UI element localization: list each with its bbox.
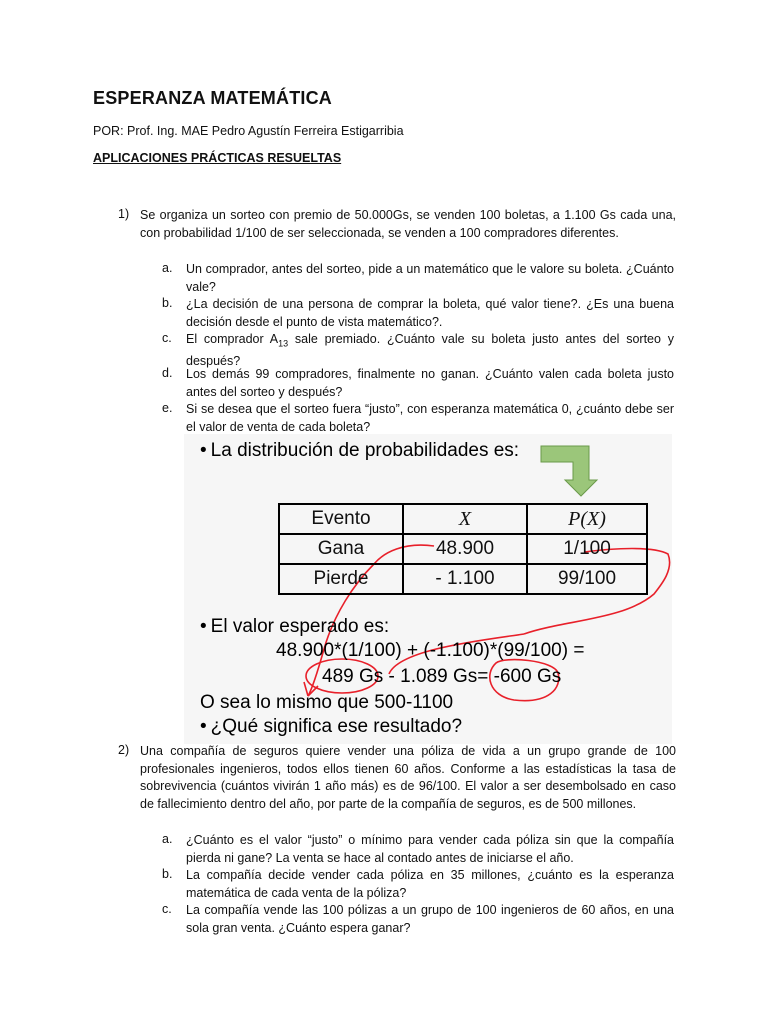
q2-item-c-label: c.	[162, 902, 172, 916]
q1-item-b-label: b.	[162, 296, 173, 310]
table-cell: Gana	[279, 534, 403, 564]
eq-result-600: -600 Gs	[493, 666, 562, 687]
q2-item-c: La compañía vende las 100 pólizas a un grupo de 100 ingenieros de 60 años, en una sola gran venta. ¿Cuánto espera ganar?	[186, 903, 674, 935]
q1-item-e: Si se desea que el sorteo fuera “justo”, con esperanza matemática 0, ¿cuánto debe ser el valor de venta de cada boleta?	[186, 402, 674, 434]
slide-line-3: O sea lo mismo que 500-1100	[200, 692, 454, 713]
q1-item-c	[186, 331, 674, 371]
q1-item-c-sub: 13	[278, 338, 289, 349]
slide-bullet-3: • ¿Qué significa ese resultado?	[200, 716, 463, 737]
slide-bullet-1: • La distribución de probabilidades es:	[200, 440, 520, 461]
bullet-dot-icon: •	[200, 716, 207, 737]
table-header-evento: Evento	[279, 504, 403, 534]
q1-item-d: Los demás 99 compradores, finalmente no ganan. ¿Cuánto valen cada boleta justo antes del sorteo y después?	[186, 367, 674, 399]
table-row	[279, 564, 647, 594]
q2-item-b: La compañía decide vender cada póliza en 35 millones, ¿cuánto es la esperanza matemática de cada venta de la póliza?	[186, 868, 674, 900]
table-cell: 1/100	[527, 534, 647, 564]
q2-item-a-label: a.	[162, 832, 173, 846]
down-arrow-icon	[541, 446, 597, 496]
q1-item-a-label: a.	[162, 261, 173, 275]
table-cell: Pierde	[279, 564, 403, 594]
table-header-x: X	[403, 504, 527, 534]
q2-number: 2)	[118, 743, 130, 757]
solution-slide	[184, 434, 672, 744]
q1-number: 1)	[118, 207, 130, 221]
table-header-row	[279, 504, 647, 534]
doc-subtitle: APLICACIONES PRÁCTICAS RESUELTAS	[93, 151, 342, 165]
table-cell: - 1.100	[403, 564, 527, 594]
q1-item-e-label: e.	[162, 401, 173, 415]
q1-item-c-pre: El comprador A	[186, 332, 279, 346]
slide-equation-1: 48.900*(1/100) + (-1.100)*(99/100) =	[276, 640, 585, 661]
bullet-dot-icon: •	[200, 440, 207, 461]
eq-result-489: 489 Gs	[322, 666, 384, 687]
table-header-px: P(X)	[527, 504, 647, 534]
eq-middle: - 1.089 Gs=	[383, 666, 494, 687]
q1-item-c-label: c.	[162, 331, 172, 345]
table-cell: 99/100	[527, 564, 647, 594]
q2-item-b-label: b.	[162, 867, 173, 881]
q1-text: Se organiza un sorteo con premio de 50.000Gs, se venden 100 boletas, a 1.100 Gs cada una, con probabilidad 1/100 de ser seleccionada, se venden a 100 compradores diferentes.	[140, 208, 676, 240]
slide-equation-2	[322, 666, 561, 688]
q1-item-a: Un comprador, antes del sorteo, pide a un matemático que le valore su boleta. ¿Cuánto vale?	[186, 262, 674, 294]
doc-title: ESPERANZA MATEMÁTICA	[93, 88, 332, 108]
q1-item-c-post: sale premiado. ¿Cuánto vale su boleta justo antes del sorteo y después?	[186, 332, 674, 368]
bullet-dot-icon: •	[200, 616, 207, 637]
q1-item-d-label: d.	[162, 366, 173, 380]
probability-table	[278, 503, 648, 595]
table-row	[279, 534, 647, 564]
q2-text: Una compañía de seguros quiere vender una póliza de vida a un grupo grande de 100 profesionales ingenieros, todos ellos tienen 60 años. Conforme a las estadísticas la tasa de sobrevivencia (cuántos vivirán 1 año más) es de 96/100. El valor a ser desembolsado en caso de fallecimiento dentro del año, por parte de la compañía de seguros, es de 500 millones.	[140, 744, 676, 811]
slide-bullet-2: • El valor esperado es:	[200, 616, 390, 637]
q1-item-b: ¿La decisión de una persona de comprar la boleta, qué valor tiene?. ¿Es una buena decisión desde el punto de vista matemático?.	[186, 297, 674, 329]
doc-author: POR: Prof. Ing. MAE Pedro Agustín Ferreira Estigarribia	[93, 124, 404, 138]
q2-item-a: ¿Cuánto es el valor “justo” o mínimo para vender cada póliza sin que la compañía pierda ni gane? La venta se hace al contado antes de iniciarse el año.	[186, 833, 674, 865]
table-cell: 48.900	[403, 534, 527, 564]
